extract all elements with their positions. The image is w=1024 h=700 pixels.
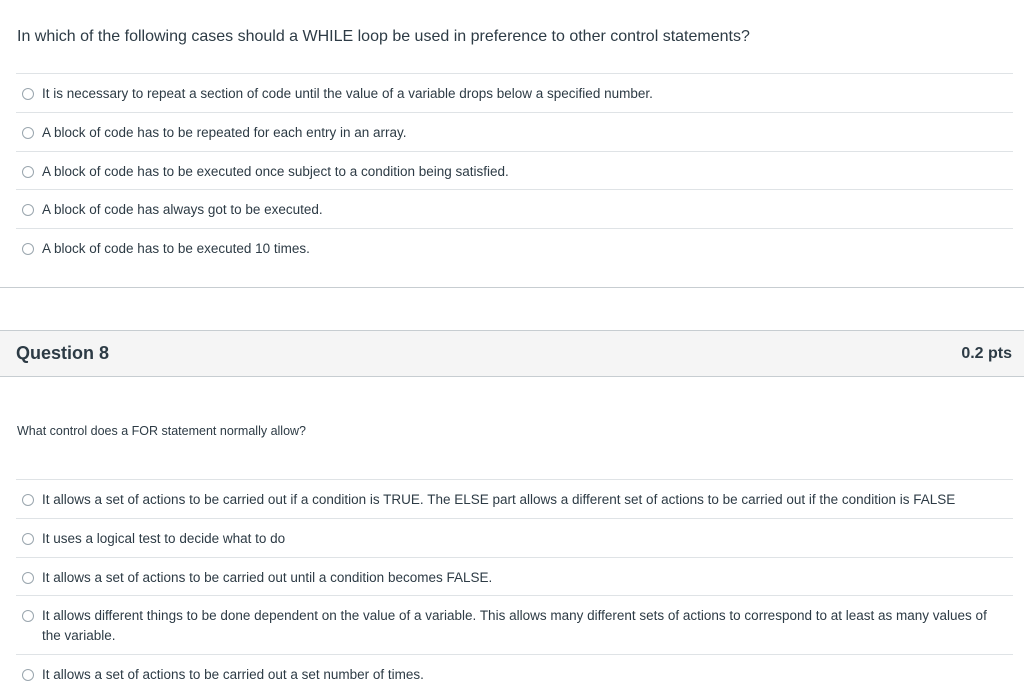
radio-button[interactable]: [22, 243, 34, 255]
answer-option[interactable]: [16, 595, 1013, 654]
question-header: [0, 330, 1024, 377]
radio-button[interactable]: [22, 88, 34, 100]
question-8-answers: [16, 479, 1013, 690]
answer-option[interactable]: [16, 518, 1013, 557]
answer-label: It is necessary to repeat a section of code until the value of a variable drops below a specified number.: [42, 86, 653, 101]
radio-button[interactable]: [22, 610, 34, 622]
answer-label: A block of code has to be executed 10 times.: [42, 241, 310, 256]
question-divider: [0, 287, 1024, 288]
answer-label: A block of code has to be repeated for each entry in an array.: [42, 125, 407, 140]
answer-option[interactable]: [16, 654, 1013, 690]
question-7-answers: [16, 73, 1013, 267]
radio-button[interactable]: [22, 166, 34, 178]
answer-option[interactable]: [16, 228, 1013, 267]
question-title: Question 8: [16, 343, 110, 363]
answer-label: A block of code has always got to be executed.: [42, 202, 323, 217]
radio-button[interactable]: [22, 127, 34, 139]
answer-label: It uses a logical test to decide what to do: [42, 531, 286, 546]
answer-option[interactable]: [16, 557, 1013, 595]
answer-label: It allows different things to be done dependent on the value of a variable. This allows many different sets of actions to correspond to at least as many values of the variable.: [42, 608, 987, 643]
radio-button[interactable]: [22, 494, 34, 506]
answer-option[interactable]: [16, 189, 1013, 228]
answer-label: It allows a set of actions to be carried out if a condition is TRUE. The ELSE part allows a different set of actions to be carried out if the condition is FALSE: [42, 492, 956, 507]
answer-option[interactable]: [16, 151, 1013, 189]
answer-label: A block of code has to be executed once subject to a condition being satisfied.: [42, 164, 509, 179]
radio-button[interactable]: [22, 533, 34, 545]
answer-label: It allows a set of actions to be carried out a set number of times.: [42, 667, 424, 682]
radio-button[interactable]: [22, 204, 34, 216]
answer-option[interactable]: [16, 479, 1013, 518]
radio-button[interactable]: [22, 669, 34, 681]
answer-label: It allows a set of actions to be carried out until a condition becomes FALSE.: [42, 570, 493, 585]
answer-option[interactable]: [16, 112, 1013, 151]
question-8-text: What control does a FOR statement normally allow?: [17, 424, 307, 438]
answer-option[interactable]: [16, 73, 1013, 112]
question-7-text: In which of the following cases should a WHILE loop be used in preference to other control statements?: [17, 28, 750, 45]
radio-button[interactable]: [22, 572, 34, 584]
question-points: 0.2 pts: [961, 344, 1012, 362]
